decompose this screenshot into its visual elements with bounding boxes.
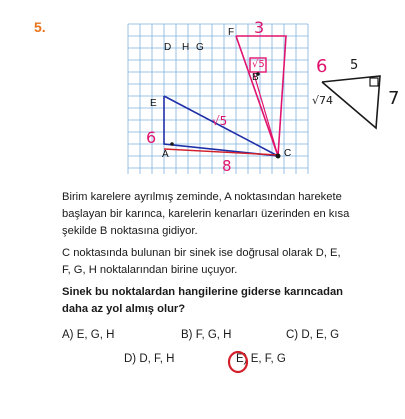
option-e[interactable]: E) E, F, G <box>236 353 286 365</box>
handwritten-left: 6 <box>146 128 157 147</box>
label-c: C <box>284 148 292 159</box>
label-b: B <box>252 72 259 83</box>
paragraph-1: Birim karelere ayrılmış zeminde, A noktasından harekete başlayan bir karınca, karelerin kenarları üzerinden en kısa şekilde B noktasına gidiyor. <box>62 191 350 237</box>
paragraph-2: C noktasında bulunan bir sinek ise doğrusal olarak D, E, F, G, H noktalarından birine uçuyor. <box>62 247 341 276</box>
label-f: F <box>228 27 235 38</box>
side-sqrt74: √74 <box>312 94 334 107</box>
label-e: E <box>150 98 157 109</box>
handwritten-diag: √5 <box>212 114 228 128</box>
side-6: 6 <box>316 56 328 77</box>
side-5: 5 <box>350 58 359 73</box>
option-c[interactable]: C) D, E, G <box>286 329 340 341</box>
side-7: 7 <box>388 88 400 109</box>
handwritten-top: 3 <box>254 18 265 37</box>
option-b[interactable]: B) F, G, H <box>181 329 232 341</box>
handwritten-bottom: 8 <box>222 157 232 175</box>
question-number: 5. <box>34 19 46 35</box>
point-a <box>170 142 174 146</box>
label-h: H <box>182 42 190 53</box>
grid-figure <box>128 18 308 175</box>
option-a[interactable]: A) E, G, H <box>62 329 115 341</box>
point-c <box>276 154 281 159</box>
option-d[interactable]: D) D, F, H <box>124 353 175 365</box>
label-d: D <box>164 42 172 53</box>
answer-circle-mark <box>226 350 250 374</box>
handwritten-box: √5 <box>252 59 265 70</box>
side-sketch <box>306 56 401 141</box>
question-stem: Sinek bu noktalardan hangilerine giderse karıncadan daha az yol almış olur? <box>62 286 344 315</box>
label-g: G <box>196 42 204 53</box>
label-a: A <box>162 149 169 160</box>
